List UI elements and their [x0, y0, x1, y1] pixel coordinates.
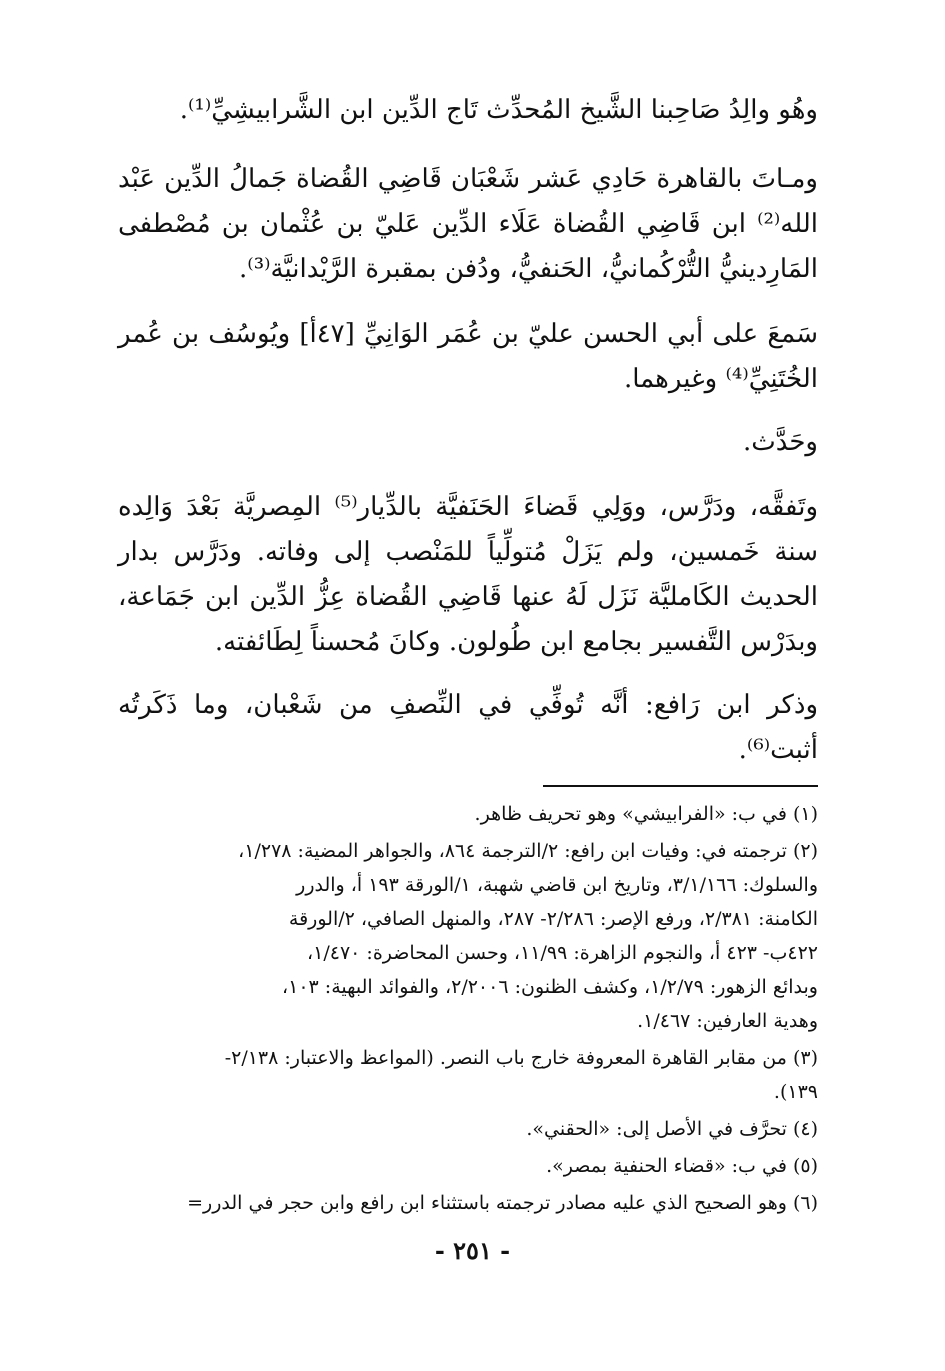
page-content — [118, 88, 818, 1223]
footnote-1 — [118, 797, 818, 831]
footnote-3 — [118, 1041, 818, 1109]
footnote-line: وهدية العارفين: ١/٤٦٧. — [637, 1010, 818, 1032]
footnote-line: (٢) ترجمته في: وفيات ابن رافع: ٢/الترجمة ٨٦٤، والجواهر المضية: ١/٢٧٨، — [238, 840, 818, 862]
body-paragraph: ومـاتَ بالقاهرة حَادِي عَشر شَعْبَان قَاضِي القُضاة جَمالُ الدِّين عَبْد الله⁽²⁾ ابن قَاضِي القُضاة عَلَاء الدِّين عَليّ بن عُثْمان بن مُصْطفى المَارِدينيُّ التُّرْكُمانيُّ، الحَنفيُّ، ودُفن بمقبرة الرَّيْدانيَّة⁽³⁾. — [118, 164, 818, 284]
footnote-line: (٤) تحرَّف في الأصل إلى: «الحقني». — [526, 1118, 818, 1140]
footnote-2 — [118, 834, 818, 1038]
footnote-6 — [118, 1186, 818, 1220]
body-paragraph: سَمعَ على أبي الحسن عليّ بن عُمَر الوَانِيِّ [٤٧أ] ويُوسُف بن عُمر الخُتَنِيِّ⁽⁴⁾ وغيرهما. — [118, 319, 818, 394]
footnote-separator — [543, 785, 818, 787]
body-paragraph: وهُو والِدُ صَاحِبنا الشَّيخ المُحدِّث تَاج الدِّين ابن الشَّرابيشِيِّ⁽¹⁾. — [179, 95, 818, 125]
footnotes — [118, 797, 818, 1220]
footnote-line: والسلوك: ٣/١/١٦٦، وتاريخ ابن قاضي شهبة، ١/الورقة ١٩٣ أ، والدرر — [296, 874, 818, 896]
page-number: - ٢٥١ - — [434, 1236, 511, 1265]
body-paragraph: وتَفقَّه، ودَرَّس، ووَلِي قَضاءَ الحَنَفيَّة بالدِّيار⁽⁵⁾ المِصريَّة بَعْدَ وَالِده سنة خَمسين، ولم يَزَلْ مُتولِّياً للمَنْصب إلى وفاته. ودَرَّس بدار الحديث الكَامليَّة نَزَل لَهُ عنها قَاضِي القُضاة عِزُّ الدِّين ابن جَمَاعة، وبدَرْس التَّفسير بجامع ابن طُولون. وكانَ مُحسناً لِطَائفته. — [118, 492, 818, 657]
footnote-4 — [118, 1112, 818, 1146]
footnote-line: وبدائع الزهور: ١/٢/٧٩، وكشف الظنون: ٢/٢٠٠٦، والفوائد البهية: ١٠٣، — [282, 976, 818, 998]
footnote-line: ٤٢٢ب- ٤٢٣ أ، والنجوم الزاهرة: ١١/٩٩، وحسن المحاضرة: ١/٤٧٠، — [307, 942, 818, 964]
footnote-line: (١) في ب: «الفرابيشي» وهو تحريف ظاهر. — [474, 803, 818, 825]
footnote-line: (٦) وهو الصحيح الذي عليه مصادر ترجمته باستثناء ابن رافع وابن حجر في الدرر= — [187, 1192, 818, 1214]
footnote-line: (٥) في ب: «قضاء الحنفية بمصر». — [546, 1155, 818, 1177]
footnote-line: ١٣٩). — [773, 1081, 818, 1103]
body-paragraph: وحَدَّث. — [742, 427, 818, 457]
footnote-line: الكامنة: ٢/٣٨١، ورفع الإصر: ٢/٢٨٦- ٢٨٧، والمنهل الصافي، ٢/الورقة — [288, 908, 818, 930]
body-paragraph: وذكر ابن رَافع: أنَّه تُوفِّي في النِّصفِ من شَعْبان، وما ذَكَرتُه أثبت⁽⁶⁾. — [118, 690, 818, 765]
footnote-5 — [118, 1149, 818, 1183]
footnote-line: (٣) من مقابر القاهرة المعروفة خارج باب النصر. (المواعظ والاعتبار: ٢/١٣٨- — [224, 1047, 818, 1069]
